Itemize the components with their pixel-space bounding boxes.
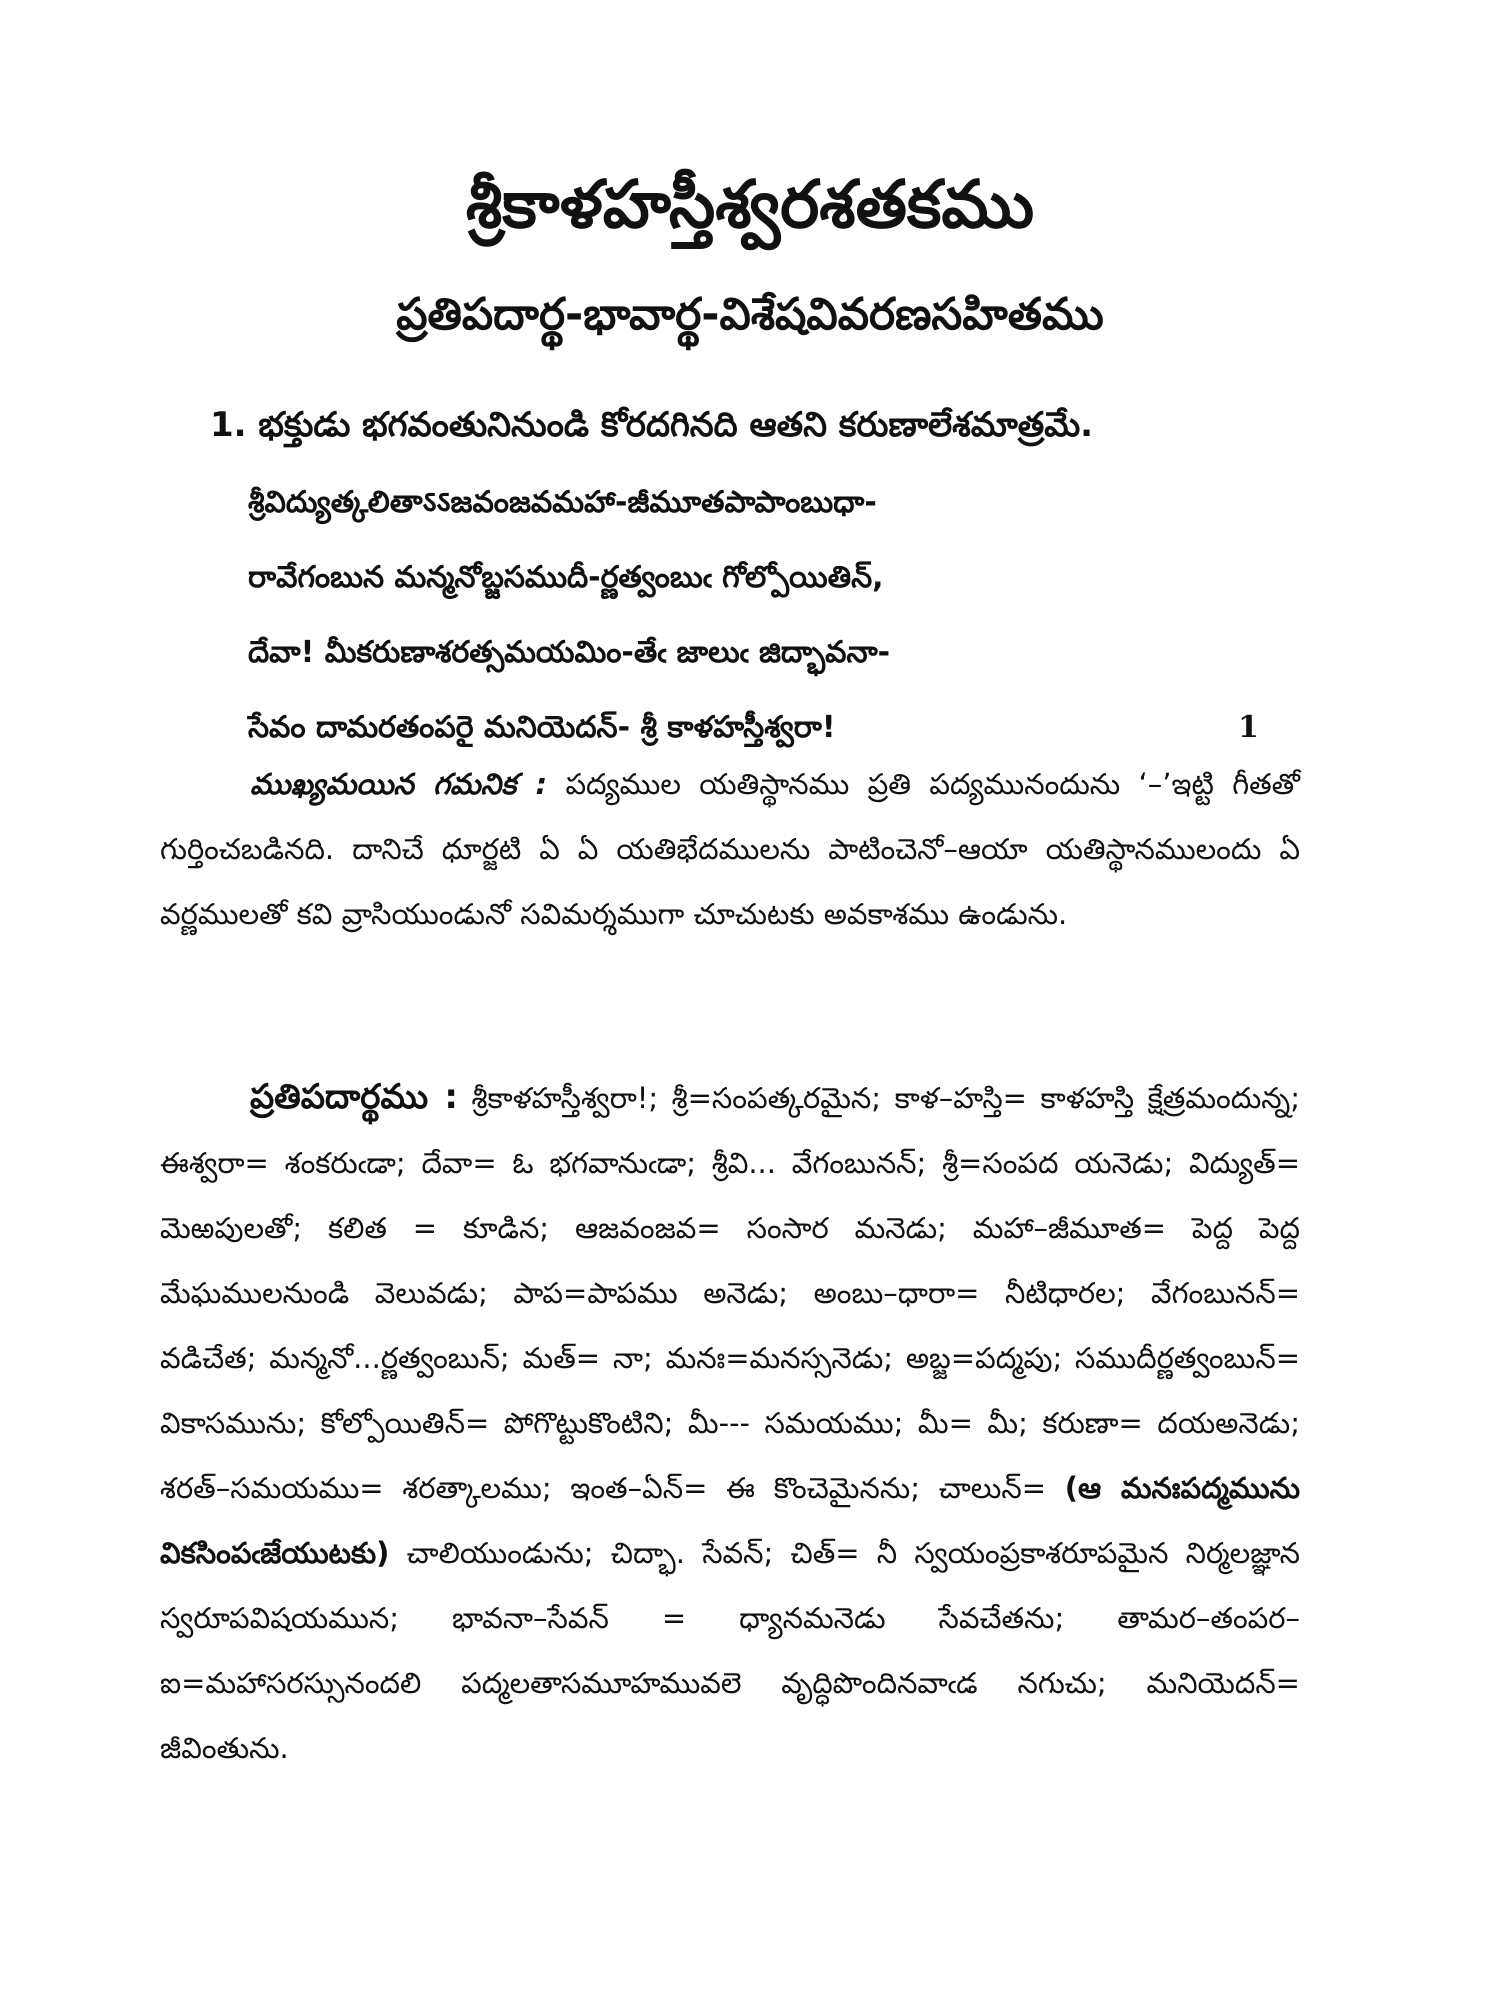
- verse-number: 1: [1238, 710, 1259, 745]
- meaning-text-part-1: శ్రీకాళహస్తీశ్వరా!; శ్రీ=సంపత్కరమైన; కాళ–హస్తి= కాళహస్తి క్షేత్రమందున్న; ఈశ్వరా= శంకరుఁడా; దేవా= ఓ భగవానుఁడా; శ్రీవి... వేగంబునన్; శ్రీ=సంపద యనెడు; విద్యుత్= మెఱపులతో; కలిత = కూడిన; ఆజవంజవ= సంసార మనెడు; మహా–జీమూత= పెద్ద పెద్ద మేఘములనుండి వెలువడు; పాప=పాపము అనెడు; అంబు–ధారా= నీటిధారల; వేగంబునన్= వడిచేత; మన్మనో...ర్ణత్వంబున్; మత్= నా; మనః=మనస్సనెడు; అబ్జ=పద్మపు; సముదీర్ణత్వంబున్= వికాసమును; కోల్పోయితిన్= పోగొట్టుకొంటిని; మీ--- సమయము; మీ= మీ; కరుణా= దయఅనెడు; శరత్–సమయము= శరత్కాలము; ఇంత–ఏన్= ఈ కొంచెమైనను; చాలున్=: [160, 1081, 1300, 1505]
- meaning-lead: ప్రతిపదార్థము :: [250, 1077, 458, 1117]
- section-heading: 1. భక్తుడు భగవంతునినుండి కోరదగినది ఆతని కరుణాలేశమాత్రమే.: [210, 405, 1094, 445]
- page-title: శ్రీకాళహస్తీశ్వరశతకము: [465, 166, 1035, 243]
- verse-line: దేవా! మీకరుణాశరత్సమయమిం-తేఁ జాలుఁ జిద్భావనా-: [248, 635, 891, 670]
- note-lead: ముఖ్యమయిన గమనిక :: [250, 767, 548, 801]
- word-meaning-paragraph: [160, 1065, 1300, 1781]
- meaning-bold-phrase: (ఆ మనఃపద్మమును వికసింపఁజేయుటకు): [160, 1471, 1300, 1570]
- verse-block: [248, 465, 1298, 765]
- page-subtitle: ప్రతిపదార్థ-భావార్థ-విశేషవివరణసహితము: [396, 289, 1104, 340]
- verse-line: రావేగంబున మన్మనోబ్జసముదీ-ర్ణత్వంబుఁ గోల్పోయితిన్,: [248, 560, 884, 595]
- verse-line-text: సేవం దామరతంపరై మనియెదన్- శ్రీ కాళహస్తీశ్వరా!: [248, 710, 836, 745]
- meaning-text-part-2: చాలియుండును; చిద్భా. సేవన్; చిత్= నీ స్వయంప్రకాశరూపమైన నిర్మలజ్ఞాన స్వరూపవిషయమున; భావనా–సేవన్ = ధ్యానమనెడు సేవచేతను; తామర–తంపర– ఐ=మహాసరస్సునందలి పద్మలతాసమూహమువలె వృద్ధిపొందినవాఁడ నగుచు; మనియెదన్= జీవింతును.: [160, 1536, 1300, 1765]
- note-text: పద్యముల యతిస్థానము ప్రతి పద్యమునందును ‘–’ఇట్టి గీతతో గుర్తించబడినది. దానిచే ధూర్జటి ఏ ఏ యతిభేదములను పాటించెనో–ఆయా యతిస్థానములందు ఏ వర్ణములతో కవి వ్రాసియుండునో సవిమర్శముగా చూచుటకు అవకాశము ఉండును.: [160, 767, 1300, 931]
- important-note-paragraph: [160, 752, 1300, 947]
- verse-line: శ్రీవిద్యుత్కలితాऽऽజవంజవమహా-జీమూతపాపాంబుధా-: [248, 485, 877, 520]
